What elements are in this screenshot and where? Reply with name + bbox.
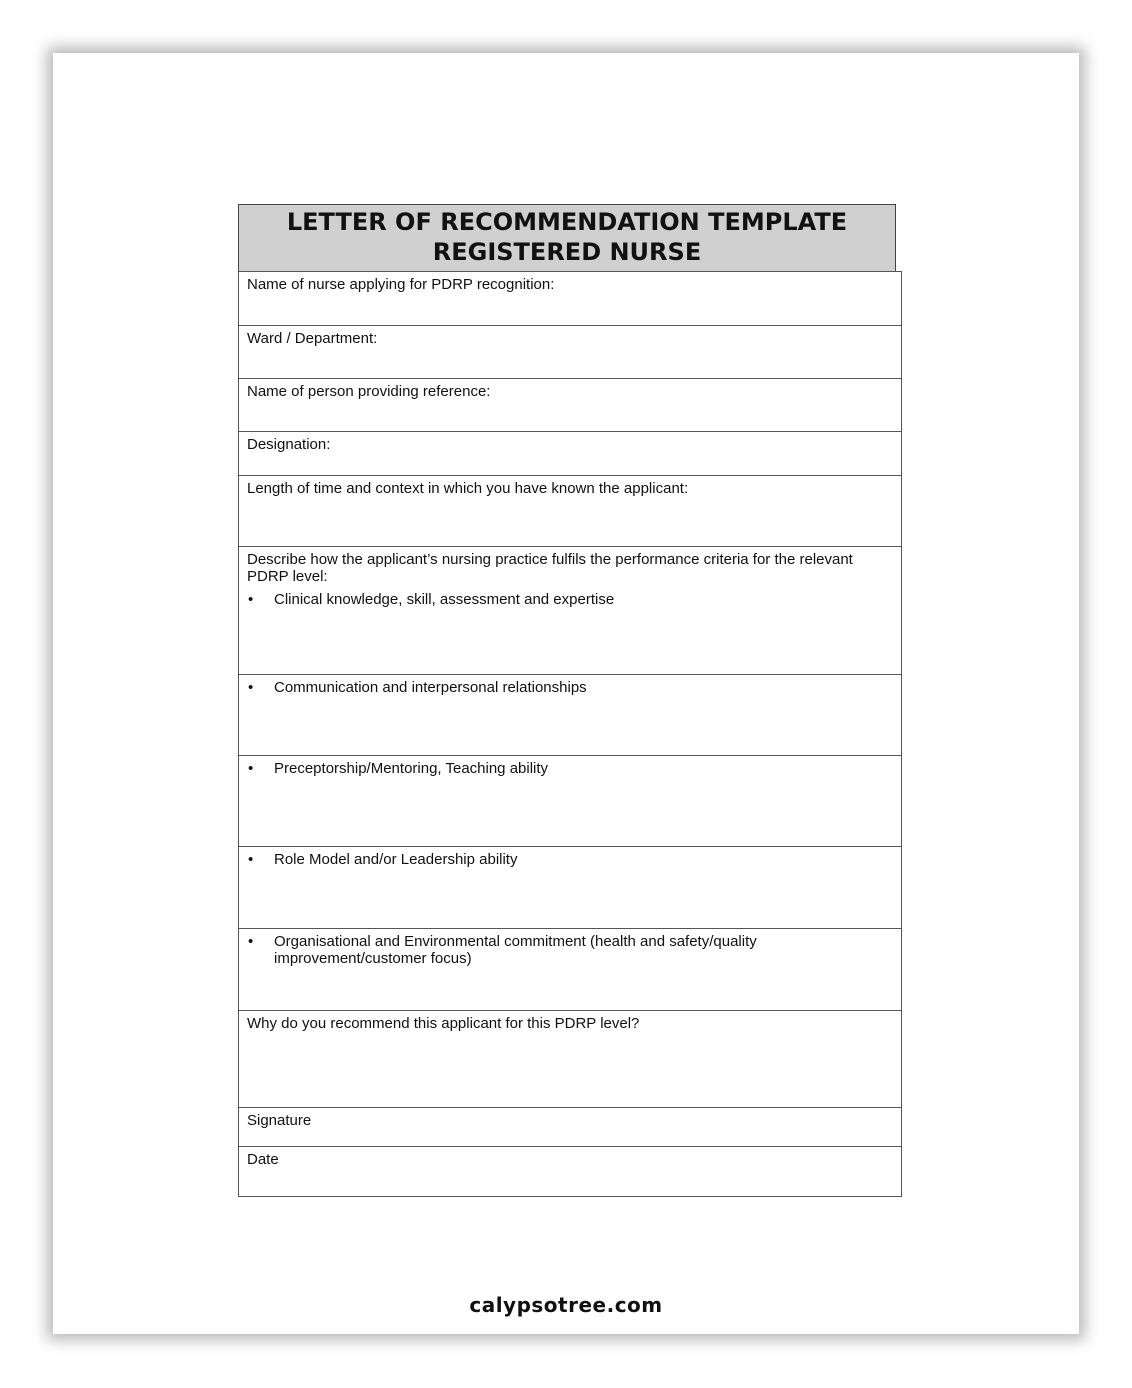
designation-label: Designation: [247,436,331,453]
role-model-label: Role Model and/or Leadership ability [274,851,518,868]
communication-field[interactable] [239,675,901,756]
referee-name-field[interactable] [239,379,901,432]
nurse-name-field[interactable] [239,272,901,326]
why-recommend-field[interactable] [239,1011,901,1108]
describe-label: Describe how the applicant’s nursing practice fulfils the performance criteria for the relevant PDRP level: [247,551,853,585]
role-model-field[interactable] [239,847,901,929]
why-recommend-label: Why do you recommend this applicant for this PDRP level? [247,1015,640,1032]
designation-field[interactable] [239,432,901,476]
ward-department-field[interactable] [239,326,901,379]
bullet-icon: • [248,851,254,868]
bullet-icon: • [248,760,254,777]
title-line-2: REGISTERED NURSE [432,238,702,266]
organisational-field[interactable] [239,929,901,1011]
organisational-label: Organisational and Environmental commitment (health and safety/quality improvement/customer focus) [274,933,757,967]
date-field[interactable] [239,1147,901,1197]
date-label: Date [247,1151,279,1168]
title-line-1: LETTER OF RECOMMENDATION TEMPLATE [286,208,848,236]
clinical-knowledge-label: Clinical knowledge, skill, assessment and expertise [274,591,615,608]
signature-field[interactable] [239,1108,901,1147]
length-of-time-field[interactable] [239,476,901,547]
signature-label: Signature [247,1112,312,1129]
bullet-icon: • [248,591,254,608]
document-title [238,204,896,271]
bullet-icon: • [248,679,254,696]
referee-name-label: Name of person providing reference: [247,383,491,400]
clinical-knowledge-item [247,591,893,608]
length-of-time-label: Length of time and context in which you have known the applicant: [247,480,689,497]
preceptorship-label: Preceptorship/Mentoring, Teaching ability [274,760,549,777]
recommendation-form [238,271,902,1197]
bullet-icon: • [248,933,254,950]
preceptorship-field[interactable] [239,756,901,847]
clinical-knowledge-field[interactable] [239,547,901,675]
communication-label: Communication and interpersonal relationships [274,679,587,696]
site-watermark: calypsotree.com [469,1293,663,1317]
nurse-name-label: Name of nurse applying for PDRP recognition: [247,276,555,293]
ward-department-label: Ward / Department: [247,330,378,347]
